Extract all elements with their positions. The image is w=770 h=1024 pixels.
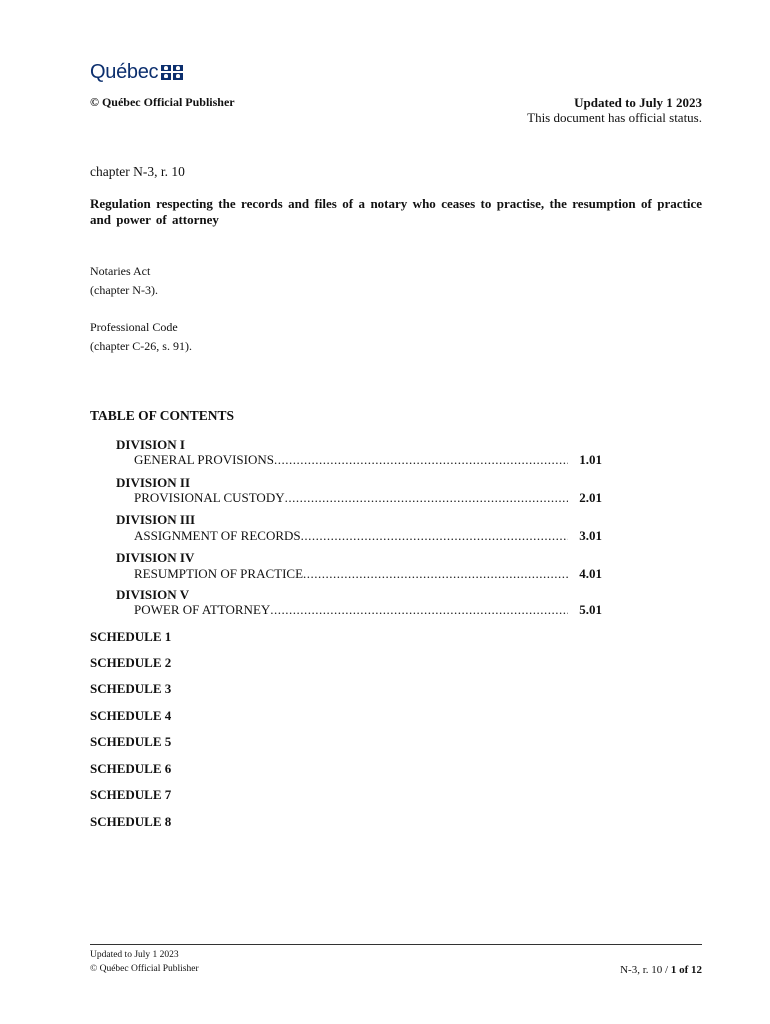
dot-leader — [303, 566, 568, 582]
schedule-link[interactable]: SCHEDULE 5 — [90, 734, 172, 749]
footer-divider — [90, 944, 702, 945]
dot-leader — [301, 528, 568, 544]
enabling-act-ref: (chapter C-26, s. 91). — [90, 339, 192, 353]
section-number: 3.01 — [579, 528, 602, 543]
updated-date: Updated to July 1 2023 — [574, 95, 702, 110]
toc-entry[interactable] — [134, 490, 602, 506]
schedule-link[interactable]: SCHEDULE 4 — [90, 708, 172, 723]
division-label[interactable]: DIVISION III — [116, 512, 196, 527]
toc-entry[interactable] — [134, 602, 602, 618]
section-number: 2.01 — [579, 490, 602, 505]
logo-wordmark: Québec — [90, 61, 159, 83]
chapter-reference: chapter N-3, r. 10 — [90, 164, 185, 179]
schedule-link[interactable]: SCHEDULE 2 — [90, 655, 172, 670]
schedule-link[interactable]: SCHEDULE 1 — [90, 629, 172, 644]
dot-leader — [270, 602, 568, 618]
footer-publisher: © Québec Official Publisher — [90, 964, 199, 974]
page-indicator — [620, 964, 702, 976]
schedule-link[interactable]: SCHEDULE 7 — [90, 787, 172, 802]
section-number: 5.01 — [579, 602, 602, 617]
dot-leader — [285, 490, 568, 506]
toc-entry[interactable] — [134, 566, 602, 582]
division-title: ASSIGNMENT OF RECORDS — [134, 528, 301, 543]
schedule-link[interactable]: SCHEDULE 3 — [90, 681, 172, 696]
dot-leader — [274, 452, 568, 468]
regulation-title: Regulation respecting the records and files of a notary who ceases to practise, the resumption of practice and power of attorney — [90, 196, 702, 227]
section-number: 1.01 — [579, 452, 602, 467]
toc-entry[interactable] — [134, 528, 602, 544]
fleurdelise-flag-icon — [161, 65, 183, 80]
quebec-logo — [90, 62, 183, 82]
division-title: GENERAL PROVISIONS — [134, 452, 274, 467]
enabling-act-name: Notaries Act — [90, 264, 151, 278]
toc-entry[interactable] — [134, 452, 602, 468]
division-label[interactable]: DIVISION IV — [116, 550, 195, 565]
footer-reference: N-3, r. 10 / — [620, 964, 671, 976]
division-label[interactable]: DIVISION II — [116, 475, 191, 490]
schedule-link[interactable]: SCHEDULE 8 — [90, 814, 172, 829]
enabling-act-name: Professional Code — [90, 320, 178, 334]
division-title: PROVISIONAL CUSTODY — [134, 490, 285, 505]
section-number: 4.01 — [579, 566, 602, 581]
enabling-act-ref: (chapter N-3). — [90, 283, 158, 297]
official-status: This document has official status. — [527, 110, 702, 125]
division-label[interactable]: DIVISION V — [116, 587, 190, 602]
division-title: RESUMPTION OF PRACTICE — [134, 566, 304, 581]
footer-updated: Updated to July 1 2023 — [90, 950, 179, 960]
schedule-link[interactable]: SCHEDULE 6 — [90, 761, 172, 776]
page-number: 1 of 12 — [670, 964, 702, 976]
toc-heading: TABLE OF CONTENTS — [90, 408, 235, 423]
publisher-notice: © Québec Official Publisher — [90, 95, 235, 109]
division-label[interactable]: DIVISION I — [116, 437, 185, 452]
division-title: POWER OF ATTORNEY — [134, 602, 271, 617]
